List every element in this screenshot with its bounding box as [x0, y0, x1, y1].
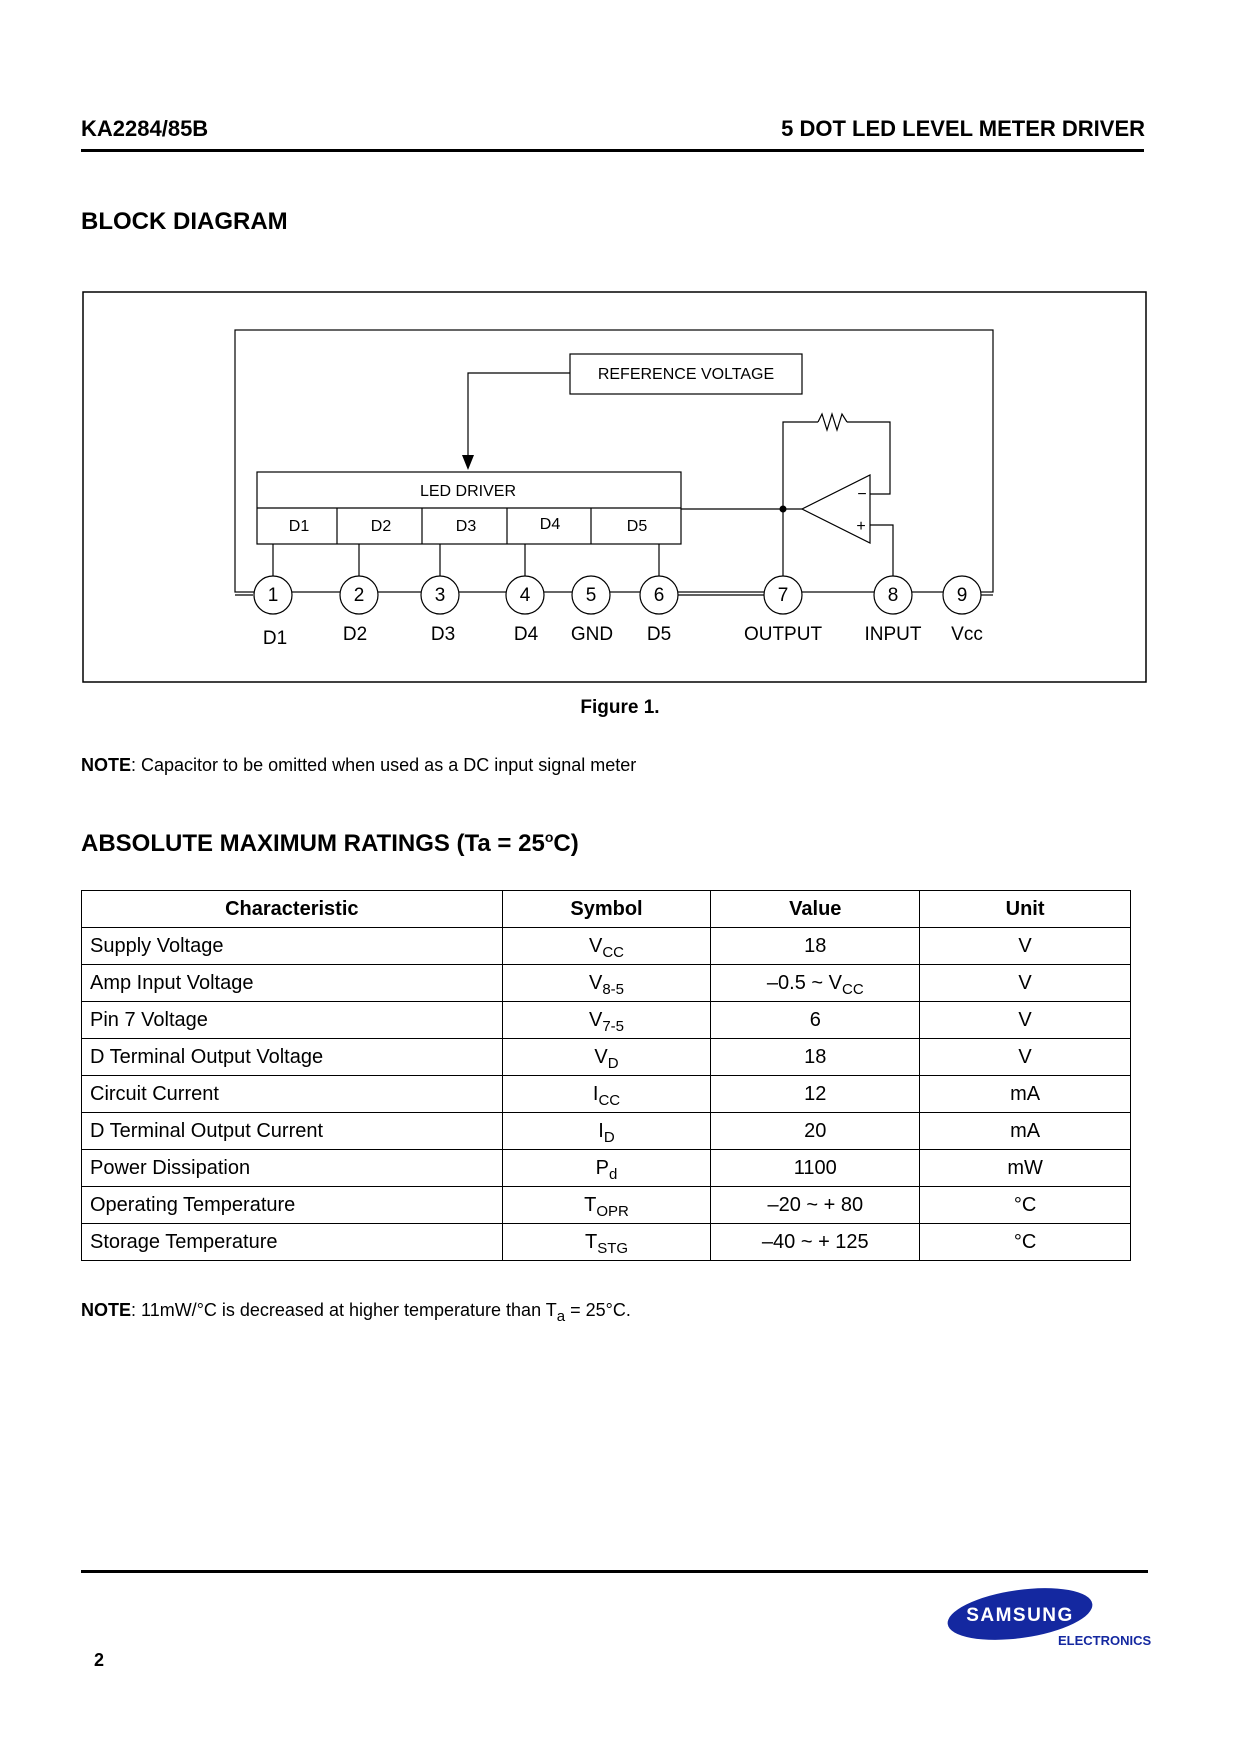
note-text: : 11mW/°C is decreased at higher temperature than T — [131, 1300, 557, 1320]
pin-number: 1 — [267, 585, 279, 606]
col-symbol: Symbol — [502, 891, 711, 928]
symbol-sub: STG — [597, 1239, 629, 1257]
cell-symbol — [502, 965, 711, 1002]
pin-7 — [744, 576, 823, 645]
pin-number: 8 — [887, 585, 899, 606]
symbol-sub: CC — [598, 1091, 621, 1109]
pin-9 — [943, 576, 983, 645]
value-text: 18 — [804, 1045, 827, 1068]
ratings-heading-unit: C) — [553, 830, 579, 857]
cell-characteristic: Operating Temperature — [82, 1187, 503, 1224]
value-text: 20 — [804, 1119, 827, 1142]
block-diagram-heading: BLOCK DIAGRAM — [81, 208, 288, 235]
arrow-down-icon — [462, 455, 474, 470]
cell-characteristic: Power Dissipation — [82, 1150, 503, 1187]
pin-5 — [571, 576, 613, 645]
logo-subtitle: ELECTRONICS — [1058, 1633, 1152, 1648]
pin-label: GND — [570, 624, 614, 645]
value-text: 12 — [804, 1082, 827, 1105]
cell-value — [711, 928, 920, 965]
pin-number: 6 — [653, 585, 665, 606]
table-row — [82, 965, 1131, 1002]
ratings-table — [81, 890, 1131, 1261]
symbol-base: V — [588, 934, 603, 957]
col-unit: Unit — [920, 891, 1131, 928]
symbol-base: T — [584, 1193, 597, 1216]
figure-caption: Figure 1. — [580, 697, 660, 718]
table-header-row — [82, 891, 1131, 928]
opamp — [802, 475, 870, 543]
cell-value — [711, 1187, 920, 1224]
symbol-base: P — [595, 1156, 609, 1179]
col-value: Value — [711, 891, 920, 928]
cell-unit: mA — [920, 1076, 1131, 1113]
led-driver-label: LED DRIVER — [419, 483, 517, 500]
pin-label: D2 — [342, 624, 368, 645]
pin-1 — [254, 576, 292, 649]
cell-symbol — [502, 1002, 711, 1039]
cell-value — [711, 1113, 920, 1150]
feedback-line-left — [783, 422, 818, 509]
note-sub: a — [556, 1308, 566, 1325]
symbol-sub: 8-5 — [602, 980, 625, 998]
table-row — [82, 1187, 1131, 1224]
symbol-sub: OPR — [596, 1202, 629, 1220]
pin-label: D3 — [430, 624, 456, 645]
symbol-sub: d — [609, 1165, 618, 1183]
ref-to-driver-line — [468, 373, 570, 458]
symbol-sub: D — [603, 1128, 615, 1146]
driver-cell-d2: D2 — [370, 518, 392, 535]
opamp-minus-label: − — [857, 486, 867, 503]
cell-characteristic: D Terminal Output Voltage — [82, 1039, 503, 1076]
pin-number: 7 — [777, 585, 789, 606]
pin-label: INPUT — [864, 624, 922, 645]
degree-sup: o — [544, 829, 554, 845]
cell-characteristic: Amp Input Voltage — [82, 965, 503, 1002]
cell-symbol — [502, 1150, 711, 1187]
pin-2 — [340, 576, 378, 645]
ratings-heading — [81, 829, 579, 858]
cell-value — [711, 965, 920, 1002]
logo-text: SAMSUNG — [966, 1605, 1074, 1626]
symbol-base: I — [598, 1119, 604, 1142]
symbol-base: V — [594, 1045, 608, 1068]
pin-label: OUTPUT — [743, 624, 823, 645]
value-text: –40 ~ + 125 — [761, 1230, 869, 1253]
ratings-note — [81, 1300, 631, 1325]
cell-unit: mW — [920, 1150, 1131, 1187]
symbol-sub: 7-5 — [602, 1017, 625, 1035]
cell-characteristic: Pin 7 Voltage — [82, 1002, 503, 1039]
cell-symbol — [502, 1113, 711, 1150]
cell-unit: mA — [920, 1113, 1131, 1150]
cell-unit: °C — [920, 1187, 1131, 1224]
cell-symbol — [502, 928, 711, 965]
driver-cell-d5: D5 — [626, 518, 648, 535]
symbol-base: V — [588, 971, 603, 994]
cell-symbol — [502, 1039, 711, 1076]
value-text: –20 ~ + 80 — [767, 1193, 864, 1216]
value-text: 1100 — [793, 1156, 837, 1179]
pin-label: Vcc — [951, 624, 983, 645]
pin-number: 2 — [353, 585, 365, 606]
pin-6 — [640, 576, 678, 645]
note-label: NOTE — [81, 755, 132, 775]
driver-cell-d3: D3 — [455, 518, 477, 535]
cell-characteristic: Supply Voltage — [82, 928, 503, 965]
cell-unit: V — [920, 928, 1131, 965]
pin-label: D1 — [262, 628, 288, 649]
cell-symbol — [502, 1076, 711, 1113]
cell-characteristic: Circuit Current — [82, 1076, 503, 1113]
cell-value — [711, 1224, 920, 1261]
cell-unit: °C — [920, 1224, 1131, 1261]
input-line — [870, 525, 893, 582]
symbol-base: I — [592, 1082, 599, 1105]
footer-rule — [81, 1570, 1148, 1573]
cell-value — [711, 1150, 920, 1187]
diagram-note — [81, 755, 636, 776]
pin-number: 5 — [585, 585, 597, 606]
cell-characteristic: D Terminal Output Current — [82, 1113, 503, 1150]
note-label: NOTE — [81, 1300, 132, 1320]
table-row — [82, 1150, 1131, 1187]
resistor-icon — [818, 414, 847, 430]
page-number: 2 — [94, 1650, 105, 1670]
pin-label: D4 — [513, 624, 539, 645]
pin-number: 4 — [519, 585, 531, 606]
cell-value — [711, 1002, 920, 1039]
reference-voltage-block — [570, 354, 802, 394]
value-text: –0.5 ~ V — [766, 971, 842, 994]
driver-cell-d4: D4 — [539, 516, 561, 533]
opamp-plus-label: + — [856, 518, 866, 535]
document-title: 5 DOT LED LEVEL METER DRIVER — [781, 116, 1145, 141]
cell-unit: V — [920, 1002, 1131, 1039]
pin-8 — [865, 576, 922, 645]
ratings-heading-text: ABSOLUTE MAXIMUM RATINGS (Ta = 25 — [81, 830, 545, 857]
pin-number: 9 — [956, 585, 968, 606]
pin-3 — [421, 576, 459, 645]
symbol-sub: CC — [602, 943, 624, 961]
value-sub: CC — [841, 980, 864, 998]
cell-characteristic: Storage Temperature — [82, 1224, 503, 1261]
cell-symbol — [502, 1187, 711, 1224]
symbol-base: V — [588, 1008, 603, 1031]
cell-symbol — [502, 1224, 711, 1261]
reference-voltage-label: REFERENCE VOLTAGE — [597, 366, 775, 383]
pin-4 — [506, 576, 544, 645]
table-row — [82, 1002, 1131, 1039]
note-text-end: = 25°C. — [565, 1300, 631, 1320]
cell-unit: V — [920, 1039, 1131, 1076]
block-diagram — [0, 0, 1240, 700]
led-driver-block — [257, 472, 681, 544]
pin-label: D5 — [646, 624, 672, 645]
part-number: KA2284/85B — [81, 116, 209, 141]
cell-value — [711, 1039, 920, 1076]
pin-number: 3 — [434, 585, 446, 606]
symbol-sub: D — [607, 1054, 619, 1072]
col-characteristic: Characteristic — [82, 891, 503, 928]
table-row — [82, 928, 1131, 965]
driver-cell-d1: D1 — [288, 518, 310, 535]
table-row — [82, 1076, 1131, 1113]
cell-value — [711, 1076, 920, 1113]
value-text: 6 — [809, 1008, 821, 1031]
table-row — [82, 1113, 1131, 1150]
table-row — [82, 1039, 1131, 1076]
symbol-base: T — [584, 1230, 598, 1253]
table-row — [82, 1224, 1131, 1261]
value-text: 18 — [804, 934, 827, 957]
note-text: : Capacitor to be omitted when used as a DC input signal meter — [131, 755, 637, 775]
cell-unit: V — [920, 965, 1131, 1002]
